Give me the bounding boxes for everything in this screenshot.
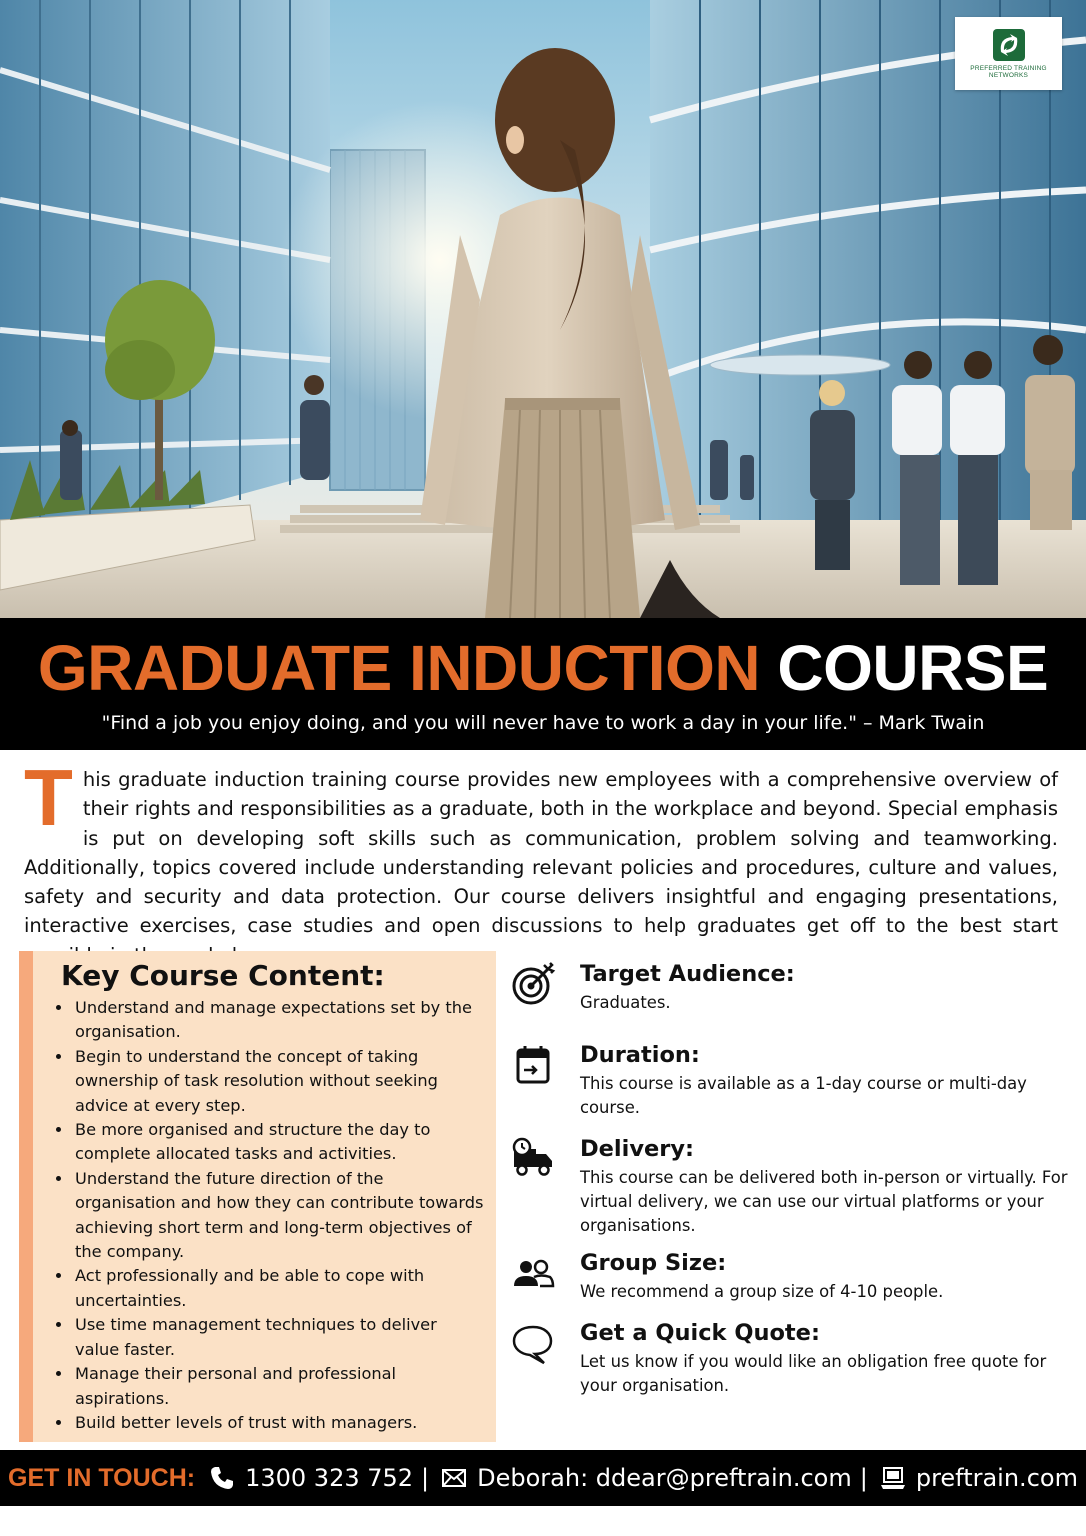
duration-title: Duration: (580, 1042, 700, 1068)
laptop-icon (880, 1465, 906, 1491)
list-item: • Begin to understand the concept of taking ownership of task resolution without seeking advice at every step. (73, 1045, 486, 1118)
list-item: • Build better levels of trust with managers. (73, 1411, 486, 1435)
quick-quote-text: Let us know if you would like an obligation free quote for your organisation. (580, 1352, 1047, 1395)
get-in-touch-label: GET IN TOUCH: (8, 1463, 196, 1492)
list-item: • Use time management techniques to deliver value faster. (73, 1313, 486, 1362)
footer-separator: | (859, 1464, 868, 1492)
contact-footer (0, 1450, 1086, 1506)
group-size-text: We recommend a group size of 4-10 people. (580, 1282, 944, 1301)
info-delivery (510, 1135, 1070, 1238)
people-icon (510, 1249, 556, 1295)
info-quick-quote (510, 1319, 1070, 1398)
website-link[interactable]: preftrain.com (915, 1464, 1078, 1492)
logo-text-line2: NETWORKS (988, 72, 1029, 79)
key-content-list (33, 996, 486, 1435)
phone-number[interactable]: 1300 323 752 (245, 1464, 414, 1492)
delivery-truck-icon (510, 1135, 556, 1181)
phone-icon (209, 1465, 235, 1491)
logo-mark-icon (990, 28, 1028, 62)
duration-text: This course is available as a 1-day course or multi-day course. (580, 1074, 1027, 1117)
target-icon (510, 960, 556, 1006)
drop-cap: T (24, 753, 73, 842)
info-target-audience (510, 960, 1070, 1015)
email-icon (441, 1465, 467, 1491)
hero-image (0, 0, 1086, 618)
delivery-text: This course can be delivered both in-person or virtually. For virtual delivery, we can use our virtual platforms or your organisations. (580, 1168, 1068, 1235)
list-item: • Understand and manage expectations set by the organisation. (73, 996, 486, 1045)
email-contact[interactable]: Deborah: ddear@preftrain.com (477, 1464, 852, 1492)
list-item: • Be more organised and structure the day to complete allocated tasks and activities. (73, 1118, 486, 1167)
course-title (0, 618, 1086, 704)
key-content-title: Key Course Content: (61, 959, 385, 992)
quick-quote-title: Get a Quick Quote: (580, 1320, 820, 1346)
company-logo (955, 17, 1062, 90)
intro-paragraph (24, 753, 1058, 970)
target-audience-text: Graduates. (580, 993, 671, 1012)
group-size-title: Group Size: (580, 1250, 727, 1276)
intro-text: his graduate induction training course provides new employees with a comprehensive overview of their rights and responsibilities as a graduate, both in the workplace and beyond. Special emphasis is put on developing soft skills such as communication, problem solving and teamworking. Additionally, topics covered include understanding relevant policies and procedures, culture and values, safety and security and data protection. Our course delivers insightful and engaging presentations, interactive exercises, case studies and open discussions to help graduates get off to the best start (24, 768, 1058, 938)
course-title-suffix: COURSE (777, 632, 1049, 704)
info-duration (510, 1041, 1070, 1120)
list-item: • Manage their personal and professional aspirations. (73, 1362, 486, 1411)
logo-text-line1: PREFERRED TRAINING (970, 65, 1047, 72)
course-title-highlight: GRADUATE INDUCTION (37, 632, 761, 704)
hero-illustration (0, 0, 1086, 618)
footer-separator: | (421, 1464, 430, 1492)
logo-text (970, 65, 1046, 79)
title-band (0, 618, 1086, 750)
delivery-title: Delivery: (580, 1136, 695, 1162)
list-item: • Understand the future direction of the organisation and how they can contribute towards achieving short term and long-term objectives of the company. (73, 1167, 486, 1265)
course-quote: "Find a job you enjoy doing, and you will never have to work a day in your life." – Mark Twain (101, 712, 985, 734)
key-content-box (19, 951, 496, 1442)
target-audience-title: Target Audience: (580, 961, 795, 987)
info-group-size (510, 1249, 1070, 1304)
calendar-icon (510, 1041, 556, 1087)
list-item: • Act professionally and be able to cope with uncertainties. (73, 1264, 486, 1313)
speech-bubble-icon (510, 1319, 556, 1365)
